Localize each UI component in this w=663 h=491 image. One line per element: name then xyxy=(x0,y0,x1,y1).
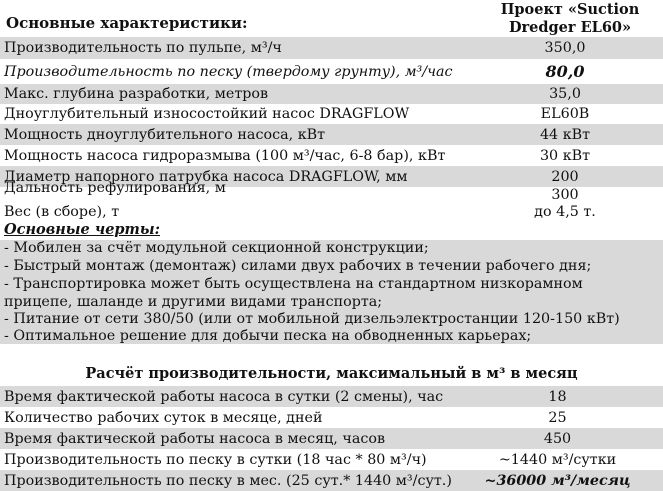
calc-row xyxy=(0,428,663,449)
spec-value: 200 xyxy=(551,168,579,185)
calc-value: 18 xyxy=(548,388,567,405)
spec-row xyxy=(0,177,663,203)
calc-label: Количество рабочих суток в месяце, дней xyxy=(4,409,323,426)
spec-label: Производительность по пульпе, м³/ч xyxy=(4,40,282,56)
calc-value: ~36000 м³/месяц xyxy=(484,472,631,489)
spec-label: Макс. глубина разработки, метров xyxy=(4,86,269,102)
project-line-1: Проект «Suction xyxy=(500,1,640,18)
spec-label: Дальность рефулирования, м xyxy=(4,180,226,196)
spec-label: Мощность насоса гидроразмыва (100 м³/час, 6-8 бар), кВт xyxy=(4,147,446,164)
spec-label: Диаметр напорного патрубка насоса DRAGFLOW, мм xyxy=(4,168,408,185)
project-line-2: Dredger EL60» xyxy=(508,19,632,36)
spec-label: Дноуглубительный износостойкий насос DRAGFLOW xyxy=(4,106,410,122)
spec-row xyxy=(0,59,663,84)
calc-row xyxy=(0,386,663,407)
spec-row xyxy=(0,124,663,145)
spec-label: Вес (в сборе), т xyxy=(4,204,120,220)
spec-value: 44 кВт xyxy=(539,126,591,143)
spec-row xyxy=(0,104,663,124)
project-name xyxy=(480,1,660,37)
spec-value: 350,0 xyxy=(544,40,586,56)
spec-value: 35,0 xyxy=(549,86,581,102)
spec-row xyxy=(0,37,663,59)
spec-row xyxy=(0,84,663,104)
feature-line: - Мобилен за счёт модульной секционной конструкции; xyxy=(4,240,429,256)
spec-value: EL60B xyxy=(540,106,590,122)
feature-line: - Питание от сети 380/50 (или от мобильной дизельэлектростанции 120-150 кВт) xyxy=(4,311,620,327)
calc-value: 450 xyxy=(543,430,572,447)
calc-title: Расчёт производительности, максимальный в м³ в месяц xyxy=(85,365,578,382)
calc-label: Производительность по песку в сутки (18 час * 80 м³/ч) xyxy=(4,451,427,468)
calc-value: ~1440 м³/сутки xyxy=(498,451,617,468)
calc-label: Время фактической работы насоса в сутки (2 смены), час xyxy=(4,388,444,405)
spec-row xyxy=(0,145,663,166)
spec-value: 80,0 xyxy=(545,62,585,81)
spec-value: 300 xyxy=(551,187,579,203)
spec-value: 30 кВт xyxy=(539,147,591,164)
feature-line: - Транспортировка может быть осуществлена на стандартном низкорамном xyxy=(4,276,583,292)
calc-label: Время фактической работы насоса в месяц, часов xyxy=(4,430,386,447)
feature-line: прицепе, шаланде и другими видами транспорта; xyxy=(4,294,383,310)
features-block xyxy=(0,240,663,344)
calc-row xyxy=(0,470,663,491)
spec-label: Мощность дноуглубительного насоса, кВт xyxy=(4,126,326,143)
calc-row xyxy=(0,407,663,428)
features-title: Основные черты: xyxy=(4,221,161,238)
calc-row xyxy=(0,449,663,470)
spec-value: до 4,5 т. xyxy=(534,204,596,220)
spec-label: Производительность по песку (твердому грунту), м³/час xyxy=(4,63,453,80)
feature-line: - Оптимальное решение для добычи песка на обводненных карьерах; xyxy=(4,328,532,344)
header-title: Основные характеристики: xyxy=(6,14,248,32)
feature-line: - Быстрый монтаж (демонтаж) силами двух рабочих в течении рабочего дня; xyxy=(4,258,592,274)
calc-label: Производительность по песку в мес. (25 сут.* 1440 м³/сут.) xyxy=(4,472,452,489)
calc-value: 25 xyxy=(548,409,567,426)
